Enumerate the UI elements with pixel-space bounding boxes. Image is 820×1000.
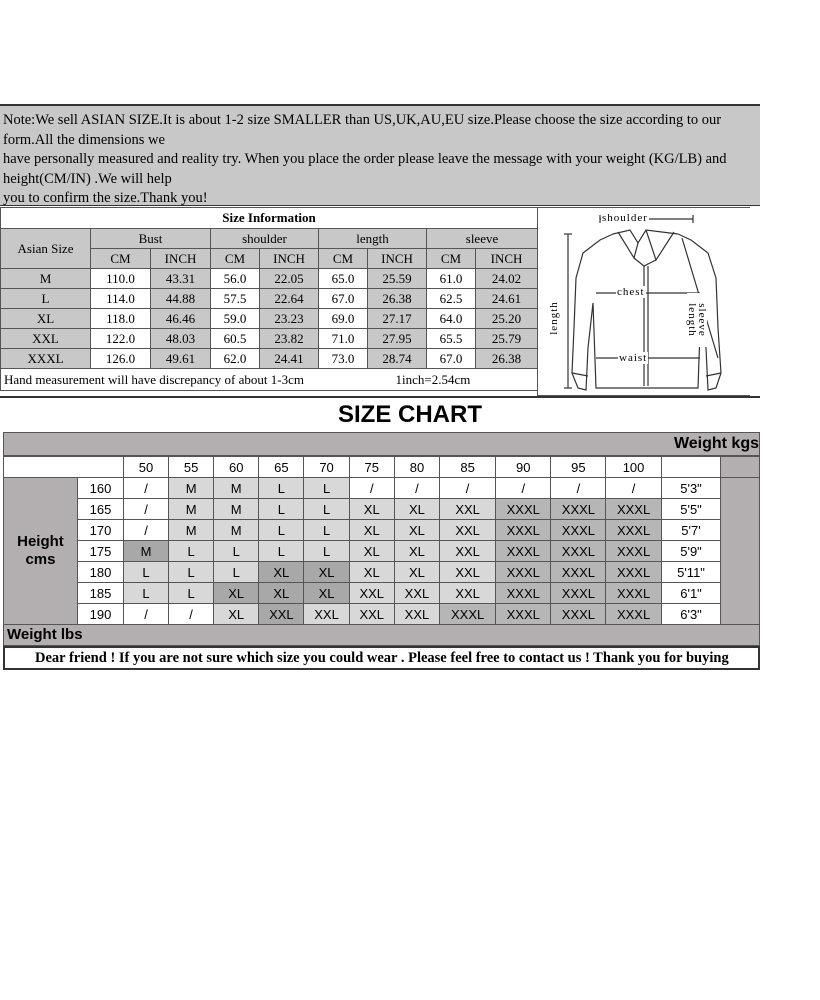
measurement-cell: 64.0 bbox=[427, 309, 476, 329]
size-cell: XL bbox=[349, 520, 394, 541]
measurement-cell: 67.0 bbox=[319, 289, 368, 309]
measurement-cell: 22.05 bbox=[260, 269, 319, 289]
measurement-cell: 23.23 bbox=[260, 309, 319, 329]
unit-header: INCH bbox=[151, 249, 211, 269]
size-cell: / bbox=[349, 478, 394, 499]
size-cell: M bbox=[169, 478, 214, 499]
measurement-cell: 69.0 bbox=[319, 309, 368, 329]
size-cell: XXXL bbox=[606, 520, 661, 541]
hand-measurement-note bbox=[1, 369, 538, 391]
size-row bbox=[1, 289, 538, 309]
contact-footer: Dear friend ! If you are not sure which size you could wear . Please feel free to contact us ! Thank you for buying bbox=[3, 646, 760, 670]
size-cell: L bbox=[259, 520, 304, 541]
measurement-cell: 118.0 bbox=[91, 309, 151, 329]
measurement-cell: 43.31 bbox=[151, 269, 211, 289]
weight-kg-cell: 50 bbox=[124, 457, 169, 478]
measurement-cell: 122.0 bbox=[91, 329, 151, 349]
height-cm-cell: 185 bbox=[77, 583, 123, 604]
weight-kg-cell: 80 bbox=[394, 457, 439, 478]
weight-kg-cell: 100 bbox=[606, 457, 661, 478]
weight-kg-cell: 65 bbox=[259, 457, 304, 478]
size-cell: XXXL bbox=[496, 520, 551, 541]
kg-row bbox=[4, 457, 760, 478]
size-cell: XXL bbox=[394, 583, 439, 604]
measurement-cell: 71.0 bbox=[319, 329, 368, 349]
height-row bbox=[4, 478, 760, 499]
size-cell: XL bbox=[304, 562, 349, 583]
height-ft-cell: 6'3" bbox=[661, 604, 721, 625]
measurement-cell: 65.5 bbox=[427, 329, 476, 349]
height-ft-cell: 5'9" bbox=[661, 541, 721, 562]
size-cell: XXXL bbox=[551, 562, 606, 583]
size-cell: L bbox=[169, 583, 214, 604]
size-info-title: Size Information bbox=[1, 208, 538, 229]
size-cell: XL bbox=[349, 499, 394, 520]
measurement-cell: 61.0 bbox=[427, 269, 476, 289]
size-label: XXL bbox=[1, 329, 91, 349]
measurement-cell: 24.61 bbox=[476, 289, 538, 309]
sleeve-header: sleeve bbox=[427, 229, 538, 249]
size-cell: XL bbox=[214, 583, 259, 604]
measurement-cell: 25.59 bbox=[368, 269, 427, 289]
measurement-cell: 126.0 bbox=[91, 349, 151, 369]
size-cell: XXL bbox=[349, 583, 394, 604]
note-line: form.All the dimensions we bbox=[3, 131, 165, 148]
measurement-cell: 44.88 bbox=[151, 289, 211, 309]
measurement-cell: 24.41 bbox=[260, 349, 319, 369]
size-cell: M bbox=[214, 499, 259, 520]
height-cm-cell: 190 bbox=[77, 604, 123, 625]
size-cell: L bbox=[304, 499, 349, 520]
unit-header: CM bbox=[319, 249, 368, 269]
weight-kg-cell: 75 bbox=[349, 457, 394, 478]
size-cell: XXL bbox=[440, 499, 496, 520]
size-cell: L bbox=[124, 562, 169, 583]
waist-label: waist bbox=[619, 352, 648, 364]
height-cm-cell: 160 bbox=[77, 478, 123, 499]
measurement-cell: 49.61 bbox=[151, 349, 211, 369]
height-cm-cell: 170 bbox=[77, 520, 123, 541]
measurement-cell: 56.0 bbox=[211, 269, 260, 289]
size-cell: XXXL bbox=[496, 562, 551, 583]
height-ft-cell: 5'3" bbox=[661, 478, 721, 499]
chest-label: chest bbox=[617, 286, 645, 298]
unit-header: CM bbox=[91, 249, 151, 269]
size-cell: XXL bbox=[304, 604, 349, 625]
shoulder-header: shoulder bbox=[211, 229, 319, 249]
height-ft-cell: 5'11" bbox=[661, 562, 721, 583]
size-cell: L bbox=[169, 562, 214, 583]
size-information-table bbox=[0, 207, 538, 391]
size-cell: / bbox=[124, 520, 169, 541]
measurement-cell: 65.0 bbox=[319, 269, 368, 289]
length-header: length bbox=[319, 229, 427, 249]
size-note bbox=[0, 104, 760, 206]
measurement-cell: 27.95 bbox=[368, 329, 427, 349]
size-cell: / bbox=[551, 478, 606, 499]
measurement-cell: 26.38 bbox=[368, 289, 427, 309]
size-cell: XXL bbox=[259, 604, 304, 625]
measurement-cell: 28.74 bbox=[368, 349, 427, 369]
size-cell: XXXL bbox=[606, 604, 661, 625]
size-cell: / bbox=[394, 478, 439, 499]
size-chart-table bbox=[3, 456, 760, 646]
size-cell: XXXL bbox=[551, 583, 606, 604]
size-cell: L bbox=[214, 562, 259, 583]
weight-kg-cell: 95 bbox=[551, 457, 606, 478]
size-cell: XL bbox=[259, 583, 304, 604]
size-cell: XXXL bbox=[496, 499, 551, 520]
sleeve-length-label: sleeve length bbox=[687, 293, 707, 347]
size-row bbox=[1, 329, 538, 349]
height-row bbox=[4, 499, 760, 520]
size-cell: L bbox=[259, 541, 304, 562]
size-chart-title: SIZE CHART bbox=[338, 401, 482, 428]
blank-cell bbox=[721, 457, 760, 478]
size-cell: XXL bbox=[440, 520, 496, 541]
size-cell: XXL bbox=[394, 604, 439, 625]
size-cell: L bbox=[259, 499, 304, 520]
shoulder-label: shoulder bbox=[602, 212, 648, 224]
weight-kg-cell: 55 bbox=[169, 457, 214, 478]
unit-header: CM bbox=[427, 249, 476, 269]
size-cell: XXXL bbox=[551, 541, 606, 562]
height-cm-cell: 180 bbox=[77, 562, 123, 583]
measurement-cell: 62.5 bbox=[427, 289, 476, 309]
weight-lbs-label: Weight lbs bbox=[3, 624, 760, 646]
size-chart bbox=[0, 396, 760, 691]
size-guide bbox=[0, 104, 759, 689]
size-cell: XXL bbox=[440, 541, 496, 562]
measurement-cell: 46.46 bbox=[151, 309, 211, 329]
size-cell: XL bbox=[394, 499, 439, 520]
measurement-cell: 22.64 bbox=[260, 289, 319, 309]
size-cell: / bbox=[496, 478, 551, 499]
size-label: M bbox=[1, 269, 91, 289]
measurement-cell: 67.0 bbox=[427, 349, 476, 369]
size-label: XL bbox=[1, 309, 91, 329]
size-cell: XXL bbox=[349, 604, 394, 625]
size-cell: XXL bbox=[440, 562, 496, 583]
note-line: Note:We sell ASIAN SIZE.It is about 1-2 size SMALLER than US,UK,AU,EU size.Please choose the size according to our bbox=[3, 112, 722, 128]
size-cell: XXXL bbox=[496, 583, 551, 604]
size-cell: L bbox=[214, 541, 259, 562]
hand-note-text: Hand measurement will have discrepancy of about 1-3cm bbox=[4, 371, 304, 387]
size-cell: XL bbox=[259, 562, 304, 583]
size-cell: M bbox=[124, 541, 169, 562]
asian-size-header: Asian Size bbox=[1, 229, 91, 269]
unit-header: CM bbox=[211, 249, 260, 269]
size-cell: L bbox=[304, 541, 349, 562]
size-cell: XXXL bbox=[440, 604, 496, 625]
measurement-cell: 60.5 bbox=[211, 329, 260, 349]
weight-kg-cell: 70 bbox=[304, 457, 349, 478]
measurement-cell: 26.38 bbox=[476, 349, 538, 369]
blank-cell bbox=[661, 457, 721, 478]
size-label: XXXL bbox=[1, 349, 91, 369]
weight-kg-cell: 85 bbox=[440, 457, 496, 478]
side-bar bbox=[721, 478, 760, 625]
size-row bbox=[1, 269, 538, 289]
height-row bbox=[4, 562, 760, 583]
measurement-cell: 59.0 bbox=[211, 309, 260, 329]
size-cell: M bbox=[169, 520, 214, 541]
size-label: L bbox=[1, 289, 91, 309]
size-cell: L bbox=[304, 478, 349, 499]
weight-kgs-header: Weight kgs bbox=[3, 432, 760, 456]
measurement-cell: 62.0 bbox=[211, 349, 260, 369]
note-line: height(CM/IN) .We will help bbox=[3, 170, 172, 187]
size-cell: XXXL bbox=[551, 520, 606, 541]
height-ft-cell: 6'1" bbox=[661, 583, 721, 604]
size-row bbox=[1, 349, 538, 369]
size-cell: L bbox=[259, 478, 304, 499]
height-ft-cell: 5'5" bbox=[661, 499, 721, 520]
measurement-cell: 25.20 bbox=[476, 309, 538, 329]
weight-kg-cell: 60 bbox=[214, 457, 259, 478]
size-cell: L bbox=[304, 520, 349, 541]
size-cell: / bbox=[124, 604, 169, 625]
size-cell: XXL bbox=[440, 583, 496, 604]
size-cell: XL bbox=[349, 541, 394, 562]
bust-header: Bust bbox=[91, 229, 211, 249]
size-cell: / bbox=[124, 478, 169, 499]
size-cell: XXXL bbox=[606, 541, 661, 562]
measurement-cell: 114.0 bbox=[91, 289, 151, 309]
size-cell: M bbox=[214, 478, 259, 499]
size-cell: XXXL bbox=[496, 604, 551, 625]
size-cell: XL bbox=[214, 604, 259, 625]
size-cell: XXXL bbox=[606, 499, 661, 520]
height-row bbox=[4, 604, 760, 625]
measurement-cell: 24.02 bbox=[476, 269, 538, 289]
size-cell: XL bbox=[349, 562, 394, 583]
unit-header: INCH bbox=[368, 249, 427, 269]
note-line: you to confirm the size.Thank you! bbox=[3, 190, 208, 206]
size-cell: / bbox=[124, 499, 169, 520]
corner-cell bbox=[4, 457, 124, 478]
size-cell: XL bbox=[394, 541, 439, 562]
size-cell: M bbox=[169, 499, 214, 520]
height-cm-cell: 165 bbox=[77, 499, 123, 520]
measurement-cell: 48.03 bbox=[151, 329, 211, 349]
unit-header: INCH bbox=[260, 249, 319, 269]
height-ft-cell: 5'7' bbox=[661, 520, 721, 541]
size-cell: XXXL bbox=[551, 499, 606, 520]
size-cell: XL bbox=[394, 562, 439, 583]
measurement-cell: 110.0 bbox=[91, 269, 151, 289]
size-cell: L bbox=[169, 541, 214, 562]
size-cell: XXXL bbox=[496, 541, 551, 562]
measurement-cell: 73.0 bbox=[319, 349, 368, 369]
unit-header: INCH bbox=[476, 249, 538, 269]
size-cell: L bbox=[124, 583, 169, 604]
size-cell: XL bbox=[304, 583, 349, 604]
size-cell: / bbox=[606, 478, 661, 499]
weight-kg-cell: 90 bbox=[496, 457, 551, 478]
shirt-measurement-diagram bbox=[537, 207, 750, 396]
size-cell: XXXL bbox=[606, 583, 661, 604]
note-line: have personally measured and reality try. When you place the order please leave the message with your weight (KG/LB) and bbox=[3, 151, 727, 167]
size-cell: XXXL bbox=[551, 604, 606, 625]
size-cell: XL bbox=[394, 520, 439, 541]
height-row bbox=[4, 583, 760, 604]
size-cell: M bbox=[214, 520, 259, 541]
height-row bbox=[4, 520, 760, 541]
measurement-cell: 23.82 bbox=[260, 329, 319, 349]
size-cell: / bbox=[169, 604, 214, 625]
inch-conversion: 1inch=2.54cm bbox=[395, 371, 471, 387]
length-label: length bbox=[547, 301, 560, 335]
shirt-icon bbox=[538, 208, 751, 397]
size-row bbox=[1, 309, 538, 329]
size-cell: XXXL bbox=[606, 562, 661, 583]
size-cell: / bbox=[440, 478, 496, 499]
height-cm-cell: 175 bbox=[77, 541, 123, 562]
measurement-cell: 57.5 bbox=[211, 289, 260, 309]
height-cms-label: Height cms bbox=[4, 478, 78, 625]
measurement-cell: 27.17 bbox=[368, 309, 427, 329]
measurement-cell: 25.79 bbox=[476, 329, 538, 349]
height-row bbox=[4, 541, 760, 562]
